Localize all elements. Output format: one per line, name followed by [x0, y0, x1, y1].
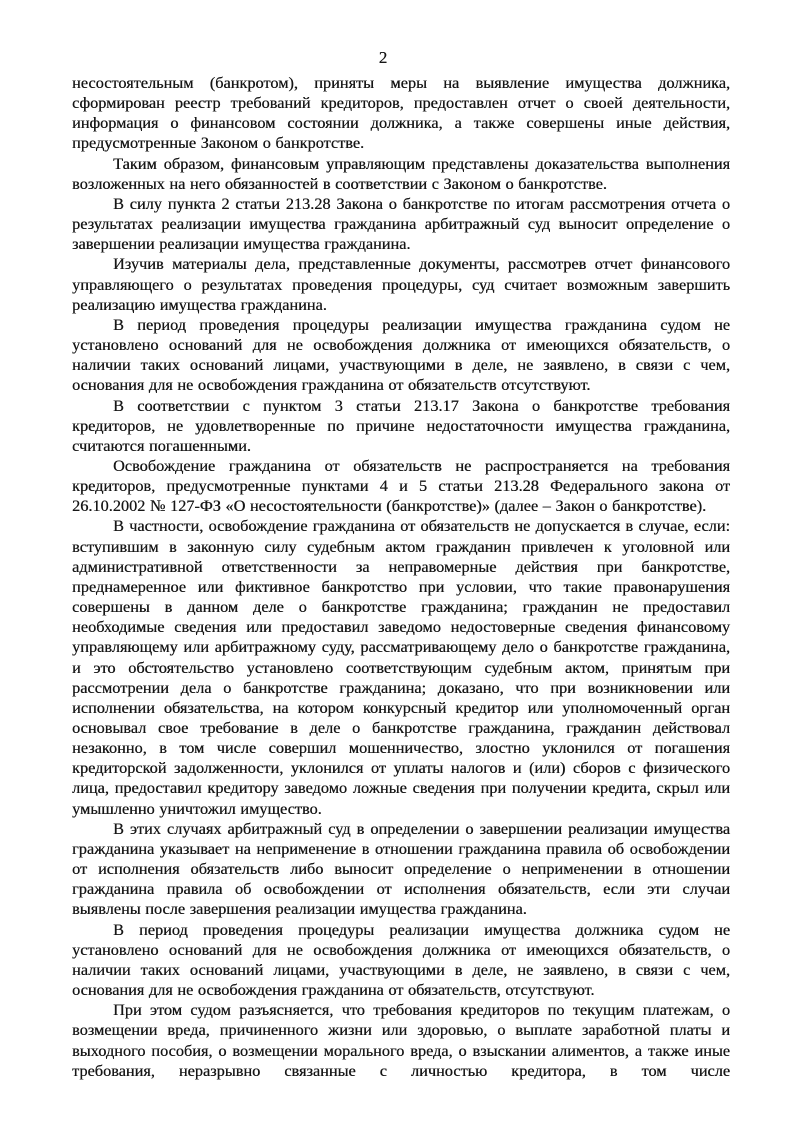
page-number: 2: [378, 48, 388, 67]
paragraph: В силу пункта 2 статьи 213.28 Закона о банкротстве по итогам рассмотрения отчета о результатах реализации имущества гражданина арбитражный суд выносит определение о завершении реализации имущества гражданина.: [72, 193, 730, 254]
paragraph: При этом судом разъясняется, что требования кредиторов по текущим платежам, о возмещении вреда, причиненного жизни или здоровью, о выплате заработной платы и выходного пособия, о возмещении морального вреда, о взыскании алиментов, а также иные требования, неразрывно связанные с личностью кредитора, в том числе: [72, 1000, 730, 1080]
paragraph: Таким образом, финансовым управляющим представлены доказательства выполнения возложенных на него обязанностей в соответствии с Законом о банкротстве.: [72, 153, 730, 193]
paragraph: Освобождение гражданина от обязательств не распространяется на требования кредиторов, предусмотренные пунктами 4 и 5 статьи 213.28 Федерального закона от 26.10.2002 № 127-ФЗ «О несостоятельности (банкротстве)» (далее – Закон о банкротстве).: [72, 455, 730, 516]
document-body: [72, 73, 730, 1081]
paragraph: В частности, освобождение гражданина от обязательств не допускается в случае, если: вступившим в законную силу судебным актом гражданин привлечен к уголовной или административной ответственности за неправомерные действия при банкротстве, преднамеренное или фиктивное банкротство при условии, что такие правонарушения совершены в данном деле о банкротстве гражданина; гражданин не предоставил необходимые сведения или предоставил заведомо недостоверные сведения финансовому управляющему или арбитражному суду, рассматривающему дело о банкротстве гражданина, и это обстоятельство установлено соответствующим судебным актом, принятым при рассмотрении дела о банкротстве гражданина; доказано, что при возникновении или исполнении обязательства, на котором конкурсный кредитор или уполномоченный орган основывал свое требование в деле о банкротстве гражданина, гражданин действовал незаконно, в том числе совершил мошенничество, злостно уклонился от погашения кредиторской задолженности, уклонился от уплаты налогов и (или) сборов с физического лица, предоставил кредитору заведомо ложные сведения при получении кредита, скрыл или умышленно уничтожил имущество.: [72, 516, 730, 818]
paragraph: В соответствии с пунктом 3 статьи 213.17 Закона о банкротстве требования кредиторов, не удовлетворенные по причине недостаточности имущества гражданина, считаются погашенными.: [72, 395, 730, 455]
paragraph: несостоятельным (банкротом), приняты меры на выявление имущества должника, сформирован реестр требований кредиторов, предоставлен отчет о своей деятельности, информация о финансовом состоянии должника, а также совершены иные действия, предусмотренные Законом о банкротстве.: [72, 73, 730, 153]
paragraph: В этих случаях арбитражный суд в определении о завершении реализации имущества гражданина указывает на неприменение в отношении гражданина правила об освобождении от исполнения обязательств либо выносит определение о неприменении в отношении гражданина правила об освобождении от исполнения обязательств, если эти случаи выявлены после завершения реализации имущества гражданина.: [72, 818, 730, 919]
paragraph: В период проведения процедуры реализации имущества должника судом не установлено оснований для не освобождения должника от имеющихся обязательств, о наличии таких оснований лицами, участвующими в деле, не заявлено, в связи с чем, основания для не освобождения гражданина от обязательств, отсутствуют.: [72, 919, 730, 1000]
paragraph: Изучив материалы дела, представленные документы, рассмотрев отчет финансового управляющего о результатах проведения процедуры, суд считает возможным завершить реализацию имущества гражданина.: [72, 254, 730, 314]
paragraph: В период проведения процедуры реализации имущества гражданина судом не установлено оснований для не освобождения должника от имеющихся обязательств, о наличии таких оснований лицами, участвующими в деле, не заявлено, в связи с чем, основания для не освобождения гражданина от обязательств отсутствуют.: [72, 314, 730, 395]
